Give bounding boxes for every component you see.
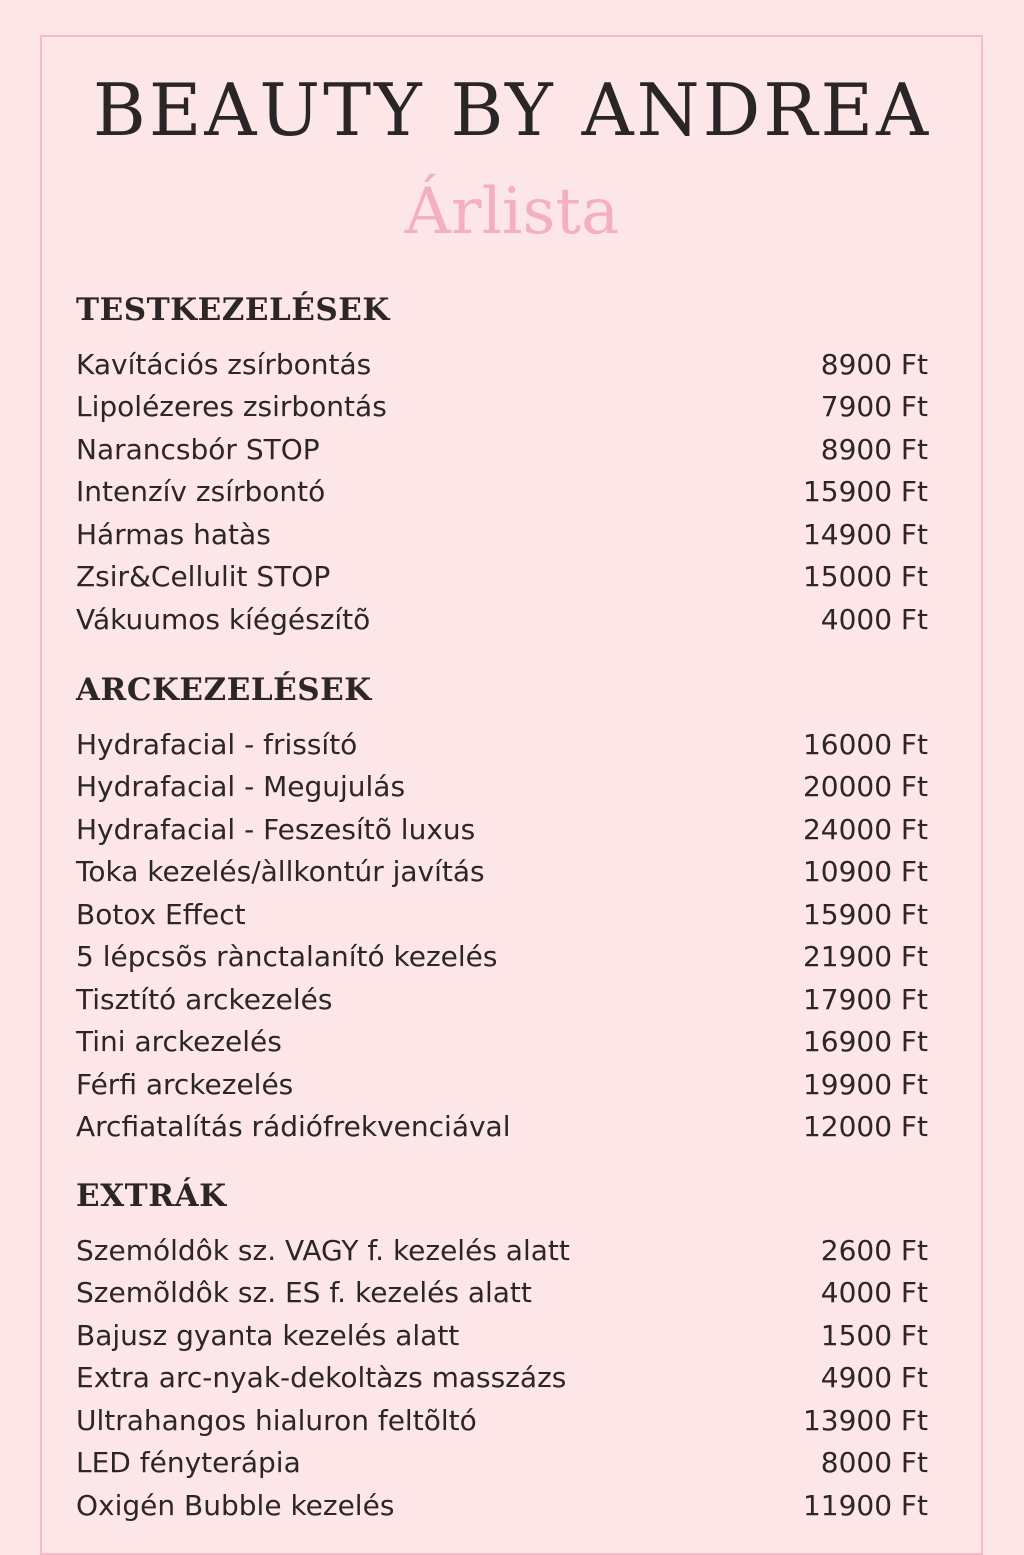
service-name: Arcfiatalítás rádiófrekvenciával [76, 1110, 511, 1144]
price-row [76, 1272, 928, 1315]
price-row [76, 513, 928, 556]
service-price: 12000 Ft [802, 1110, 928, 1144]
service-price: 11900 Ft [802, 1488, 928, 1522]
service-name: Oxigén Bubble kezelés [76, 1488, 395, 1522]
price-row [76, 808, 928, 851]
price-row [76, 766, 928, 809]
service-price: 8900 Ft [820, 347, 928, 381]
price-row [76, 851, 928, 894]
price-row [76, 1063, 928, 1106]
service-name: Szemóldôk sz. VAGY f. kezelés alatt [76, 1233, 570, 1267]
section-heading: TESTKEZELÉSEK [76, 292, 390, 328]
service-price: 4000 Ft [820, 602, 928, 636]
price-row [76, 1442, 928, 1485]
price-row [76, 598, 928, 641]
service-name: Toka kezelés/àllkontúr javítás [76, 855, 485, 889]
price-row [76, 386, 928, 429]
service-name: Intenzív zsírbontó [76, 475, 326, 509]
section-heading: ARCKEZELÉSEK [76, 672, 372, 708]
service-price: 16000 Ft [802, 727, 928, 761]
service-name: Zsir&Cellulit STOP [76, 560, 331, 594]
price-row [76, 556, 928, 599]
price-row [76, 428, 928, 471]
service-name: Bajusz gyanta kezelés alatt [76, 1318, 460, 1352]
service-price: 16900 Ft [802, 1025, 928, 1059]
service-name: Kavítációs zsírbontás [76, 347, 372, 381]
section-testkezelesek [76, 290, 928, 641]
service-name: Hydrafacial - frissító [76, 727, 358, 761]
service-price: 19900 Ft [802, 1067, 928, 1101]
service-price: 14900 Ft [802, 517, 928, 551]
service-price: 21900 Ft [802, 940, 928, 974]
service-price: 20000 Ft [802, 770, 928, 804]
service-name: Tini arckezelés [76, 1025, 282, 1059]
service-name: LED fényterápia [76, 1446, 301, 1480]
price-row [76, 936, 928, 979]
service-price: 2600 Ft [820, 1233, 928, 1267]
service-price: 24000 Ft [802, 812, 928, 846]
service-price: 13900 Ft [802, 1403, 928, 1437]
service-name: Narancsbór STOP [76, 432, 320, 466]
service-name: Botox Effect [76, 897, 246, 931]
price-row [76, 1357, 928, 1400]
service-price: 15000 Ft [802, 560, 928, 594]
section-extrak [76, 1176, 928, 1527]
service-name: Tisztító arckezelés [76, 982, 333, 1016]
price-row [76, 1399, 928, 1442]
service-name: 5 lépcsõs rànctalanító kezelés [76, 940, 498, 974]
price-row [76, 1106, 928, 1149]
service-price: 15900 Ft [802, 475, 928, 509]
service-price: 15900 Ft [802, 897, 928, 931]
service-name: Vákuumos kíégészítõ [76, 602, 371, 636]
service-name: Férfi arckezelés [76, 1067, 294, 1101]
section-arckezelesek [76, 670, 928, 1148]
service-price: 10900 Ft [802, 855, 928, 889]
price-row [76, 1484, 928, 1527]
price-row [76, 978, 928, 1021]
service-name: Hármas hatàs [76, 517, 271, 551]
brand-title: BEAUTY BY ANDREA [92, 68, 932, 152]
service-name: Ultrahangos hialuron feltõltó [76, 1403, 477, 1437]
service-name: Extra arc-nyak-dekoltàzs masszázs [76, 1361, 567, 1395]
price-row [76, 343, 928, 386]
service-name: Szemõldôk sz. ES f. kezelés alatt [76, 1276, 532, 1310]
service-price: 8000 Ft [820, 1446, 928, 1480]
price-row [76, 1314, 928, 1357]
price-row [76, 1021, 928, 1064]
service-name: Lipolézeres zsirbontás [76, 390, 387, 424]
service-price: 4900 Ft [820, 1361, 928, 1395]
section-heading: EXTRÁK [76, 1178, 227, 1214]
price-list-subtitle: Árlista [404, 175, 620, 249]
service-name: Hydrafacial - Feszesítõ luxus [76, 812, 476, 846]
price-row [76, 893, 928, 936]
service-price: 17900 Ft [802, 982, 928, 1016]
service-price: 1500 Ft [820, 1318, 928, 1352]
service-price: 8900 Ft [820, 432, 928, 466]
price-row [76, 1229, 928, 1272]
price-row [76, 471, 928, 514]
service-price: 7900 Ft [820, 390, 928, 424]
service-price: 4000 Ft [820, 1276, 928, 1310]
service-name: Hydrafacial - Megujulás [76, 770, 406, 804]
price-row [76, 723, 928, 766]
